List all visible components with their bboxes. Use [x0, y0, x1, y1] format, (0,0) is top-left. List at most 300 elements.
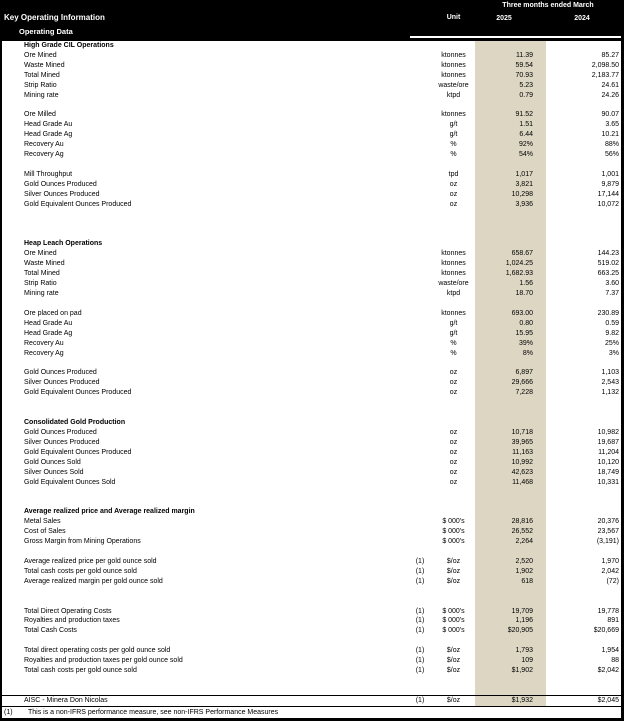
row-label — [2, 299, 408, 309]
row-unit — [432, 497, 475, 507]
row-label: Consolidated Gold Production — [24, 419, 126, 427]
table-row — [2, 517, 621, 527]
column-header-2024: 2024 — [574, 15, 590, 22]
section-row — [2, 418, 621, 428]
row-value-2025: $1,932 — [475, 696, 546, 706]
row-value-2025: 1,682.93 — [475, 269, 546, 279]
row-value-2025: 618 — [475, 577, 546, 587]
row-note — [408, 329, 432, 339]
row-unit — [432, 487, 475, 497]
blank-row — [2, 686, 621, 696]
table-row — [2, 626, 621, 636]
row-note — [408, 279, 432, 289]
row-label — [2, 686, 408, 695]
row-value-2025 — [475, 487, 546, 497]
row-note — [408, 239, 432, 249]
section-row — [2, 507, 621, 517]
row-unit: $ 000's — [442, 518, 465, 526]
row-note — [408, 180, 432, 190]
table-row — [2, 527, 621, 537]
row-value-2024: 1,001 — [601, 170, 619, 178]
table-row — [2, 110, 621, 120]
row-value-2025: 11,163 — [475, 448, 546, 458]
row-value-2025 — [475, 101, 546, 111]
table-row — [2, 329, 621, 339]
row-value-2025: 1.56 — [475, 279, 546, 289]
row-note — [408, 537, 432, 547]
row-value-2024: 2,183.77 — [591, 71, 619, 79]
row-note — [408, 319, 432, 329]
row-label — [2, 547, 408, 557]
row-label: Strip Ratio — [24, 280, 57, 288]
row-note — [408, 91, 432, 101]
row-value-2024: 7.37 — [605, 290, 619, 298]
row-note: (1) — [415, 657, 425, 665]
table-row — [2, 180, 621, 190]
row-label: Silver Ounces Sold — [24, 468, 84, 476]
row-value-2025: 1,024.25 — [475, 259, 546, 269]
row-value-2024: 19,687 — [597, 438, 619, 446]
row-value-2024: 663.25 — [597, 270, 619, 278]
row-value-2025 — [475, 547, 546, 557]
table-body — [2, 41, 621, 706]
row-unit — [432, 507, 475, 517]
row-value-2025: 2,264 — [475, 537, 546, 547]
row-note — [408, 210, 432, 220]
row-note: (1) — [415, 607, 425, 615]
row-unit: oz — [449, 190, 458, 198]
row-unit: $/oz — [446, 557, 461, 565]
row-note — [408, 249, 432, 259]
row-label: Ore Mined — [24, 250, 57, 258]
row-note — [408, 339, 432, 349]
row-value-2025: 693.00 — [475, 309, 546, 319]
row-note — [408, 81, 432, 91]
table-row — [2, 91, 621, 101]
table-row — [2, 190, 621, 200]
row-value-2025: 5.23 — [475, 81, 546, 91]
row-label: Gold Ounces Produced — [24, 180, 97, 188]
row-value-2025: 54% — [475, 150, 546, 160]
row-value-2024: 19,778 — [597, 607, 619, 615]
row-unit: $/oz — [446, 667, 461, 675]
row-unit: ktonnes — [441, 309, 466, 317]
row-value-2024: 10.21 — [601, 131, 619, 139]
row-value-2025: 3,821 — [475, 180, 546, 190]
row-note — [408, 170, 432, 180]
row-note: (1) — [415, 567, 425, 575]
period-label: Three months ended March — [502, 2, 594, 9]
row-note — [408, 101, 432, 111]
row-value-2024 — [546, 160, 621, 170]
row-unit: $/oz — [446, 696, 461, 704]
row-unit: ktpd — [446, 91, 461, 99]
table-row — [2, 140, 621, 150]
row-note — [408, 71, 432, 81]
row-value-2024: $20,669 — [593, 627, 619, 635]
row-unit: ktonnes — [441, 71, 466, 79]
row-note — [408, 150, 432, 160]
row-value-2025: 8% — [475, 349, 546, 359]
row-value-2024: 56% — [604, 151, 619, 159]
table-row — [2, 448, 621, 458]
blank-row — [2, 408, 621, 418]
row-value-2025 — [475, 418, 546, 428]
table-row — [2, 51, 621, 61]
row-label: Head Grade Au — [24, 121, 73, 129]
row-label — [2, 359, 408, 369]
row-note — [408, 120, 432, 130]
row-label: High Grade CIL Operations — [24, 42, 114, 49]
row-note — [408, 349, 432, 359]
table-row — [2, 478, 621, 488]
row-value-2024 — [546, 299, 621, 309]
row-label: Mill Throughput — [24, 170, 73, 178]
table-row — [2, 150, 621, 160]
row-value-2024 — [546, 676, 621, 686]
row-note — [408, 289, 432, 299]
row-value-2024: 144.23 — [597, 250, 619, 258]
row-value-2025: 26,552 — [475, 527, 546, 537]
row-note — [408, 676, 432, 686]
row-value-2025: 1,017 — [475, 170, 546, 180]
row-label: Total Direct Operating Costs — [24, 607, 112, 615]
row-value-2024 — [546, 408, 621, 418]
row-value-2024 — [546, 497, 621, 507]
row-value-2024: 18,749 — [597, 468, 619, 476]
row-value-2025: 39% — [475, 339, 546, 349]
table-row — [2, 120, 621, 130]
row-value-2024 — [546, 547, 621, 557]
row-value-2024: 25% — [604, 339, 619, 347]
footnote-bar — [2, 706, 621, 718]
row-value-2024: 519.02 — [597, 260, 619, 268]
row-note — [408, 408, 432, 418]
row-label — [2, 636, 408, 646]
row-value-2025: 11,468 — [475, 478, 546, 488]
table-row — [2, 249, 621, 259]
row-note — [408, 41, 432, 51]
table-row — [2, 438, 621, 448]
row-value-2024: $2,045 — [597, 696, 619, 704]
row-label — [2, 220, 408, 230]
row-label: AISC - Minera Don Nicolas — [24, 696, 108, 704]
table-row — [2, 339, 621, 349]
blank-row — [2, 487, 621, 497]
row-value-2024: 9,879 — [601, 180, 619, 188]
table-row — [2, 309, 621, 319]
row-label: Head Grade Ag — [24, 131, 73, 139]
row-value-2024 — [546, 210, 621, 220]
row-note — [408, 230, 432, 240]
row-value-2025: $1,902 — [475, 666, 546, 676]
table-row — [2, 319, 621, 329]
row-value-2025 — [475, 239, 546, 249]
row-unit — [432, 676, 475, 686]
row-value-2024 — [546, 41, 621, 51]
row-value-2025: 59.54 — [475, 61, 546, 71]
row-unit: $ 000's — [442, 617, 465, 625]
table-row — [2, 368, 621, 378]
row-value-2025 — [475, 41, 546, 51]
row-unit — [432, 220, 475, 230]
blank-row — [2, 636, 621, 646]
blank-row — [2, 101, 621, 111]
row-unit: oz — [449, 468, 458, 476]
section-row — [2, 41, 621, 51]
row-label — [2, 497, 408, 507]
row-label: Strip Ratio — [24, 81, 57, 89]
row-unit: $ 000's — [442, 627, 465, 635]
row-note — [408, 517, 432, 527]
row-value-2024: 17,144 — [597, 190, 619, 198]
row-value-2024: 90.07 — [601, 111, 619, 119]
row-value-2025: 0.79 — [475, 91, 546, 101]
row-unit: $/oz — [446, 567, 461, 575]
table-row — [2, 259, 621, 269]
row-note: (1) — [415, 617, 425, 625]
row-label: Royalties and production taxes per gold ounce sold — [24, 657, 183, 665]
row-label — [2, 597, 408, 607]
row-value-2024 — [546, 686, 621, 695]
row-unit — [432, 101, 475, 111]
row-value-2024 — [546, 359, 621, 369]
table-header — [2, 0, 621, 41]
row-value-2024: 10,982 — [597, 428, 619, 436]
row-value-2024: 1,103 — [601, 369, 619, 377]
row-unit: $ 000's — [442, 528, 465, 536]
row-value-2024: (3,191) — [596, 538, 619, 546]
row-value-2025 — [475, 507, 546, 517]
row-note — [408, 398, 432, 408]
row-unit: oz — [449, 180, 458, 188]
row-label: Total direct operating costs per gold ounce sold — [24, 647, 171, 655]
table-row — [2, 616, 621, 626]
row-unit: ktpd — [446, 290, 461, 298]
row-label — [2, 487, 408, 497]
row-value-2025 — [475, 497, 546, 507]
row-unit: oz — [449, 448, 458, 456]
row-value-2024 — [546, 587, 621, 597]
row-label: Gold Ounces Produced — [24, 428, 97, 436]
row-label — [2, 398, 408, 408]
row-unit: oz — [449, 458, 458, 466]
row-value-2025 — [475, 676, 546, 686]
row-value-2024: 2,098.50 — [591, 61, 619, 69]
row-label: Silver Ounces Produced — [24, 379, 100, 387]
row-note — [408, 547, 432, 557]
row-value-2025: 6,897 — [475, 368, 546, 378]
row-unit — [432, 587, 475, 597]
row-note — [408, 378, 432, 388]
row-value-2025: 109 — [475, 656, 546, 666]
blank-row — [2, 220, 621, 230]
row-label: Waste Mined — [24, 61, 65, 69]
operating-data-heading: Operating Data — [19, 27, 73, 36]
row-value-2024: 11,204 — [598, 448, 619, 456]
row-unit: waste/ore — [438, 280, 469, 288]
row-value-2025 — [475, 597, 546, 607]
row-note — [408, 220, 432, 230]
row-label — [2, 160, 408, 170]
row-value-2025: 0.80 — [475, 319, 546, 329]
row-value-2024: 891 — [607, 617, 619, 625]
row-note — [408, 527, 432, 537]
row-value-2025: 11.39 — [475, 51, 546, 61]
row-unit — [432, 636, 475, 646]
row-label: Royalties and production taxes — [24, 617, 120, 625]
row-unit: oz — [449, 379, 458, 387]
row-value-2024 — [546, 507, 621, 517]
table-row — [2, 666, 621, 676]
row-value-2024: 1,970 — [601, 557, 619, 565]
row-note: (1) — [415, 627, 425, 635]
row-value-2025: $20,905 — [475, 626, 546, 636]
row-label: Silver Ounces Produced — [24, 190, 100, 198]
row-note — [408, 468, 432, 478]
table-row — [2, 537, 621, 547]
row-note — [408, 587, 432, 597]
row-label: Cost of Sales — [24, 528, 66, 536]
row-value-2024: 10,072 — [597, 200, 619, 208]
row-note: (1) — [415, 557, 425, 565]
row-value-2024: 88 — [611, 657, 619, 665]
row-value-2025 — [475, 210, 546, 220]
row-unit — [432, 210, 475, 220]
row-value-2025: 91.52 — [475, 110, 546, 120]
row-label: Ore Milled — [24, 111, 56, 119]
row-label: Gold Equivalent Ounces Sold — [24, 478, 116, 486]
row-label: Waste Mined — [24, 260, 65, 268]
row-value-2025: 42,623 — [475, 468, 546, 478]
table-row — [2, 269, 621, 279]
row-note — [408, 448, 432, 458]
row-unit — [432, 230, 475, 240]
row-value-2025: 92% — [475, 140, 546, 150]
blank-row — [2, 547, 621, 557]
row-unit: oz — [449, 428, 458, 436]
row-note — [408, 497, 432, 507]
row-label — [2, 210, 408, 220]
row-note: (1) — [415, 696, 425, 704]
table-row — [2, 567, 621, 577]
row-value-2025 — [475, 359, 546, 369]
row-unit: oz — [449, 369, 458, 377]
row-value-2025: 28,816 — [475, 517, 546, 527]
row-note — [408, 458, 432, 468]
row-value-2024 — [546, 487, 621, 497]
row-value-2025: 70.93 — [475, 71, 546, 81]
row-value-2024: 23,567 — [597, 528, 619, 536]
row-value-2024: 230.89 — [597, 309, 619, 317]
table-row — [2, 61, 621, 71]
row-value-2025: 1,196 — [475, 616, 546, 626]
row-unit: $/oz — [446, 657, 461, 665]
row-value-2024: 10,120 — [597, 458, 619, 466]
row-value-2024: 0.59 — [605, 319, 619, 327]
row-label: Gold Equivalent Ounces Produced — [24, 200, 132, 208]
row-label: Recovery Ag — [24, 151, 64, 159]
row-value-2024: 85.27 — [601, 51, 619, 59]
row-value-2024: 2,042 — [601, 567, 619, 575]
row-value-2025 — [475, 408, 546, 418]
row-note — [408, 359, 432, 369]
row-label: Total cash costs per gold ounce sold — [24, 667, 137, 675]
row-note — [408, 110, 432, 120]
row-label: Gold Ounces Sold — [24, 458, 81, 466]
row-note — [408, 418, 432, 428]
row-note — [408, 190, 432, 200]
row-label — [2, 230, 408, 240]
row-label: Heap Leach Operations — [24, 240, 103, 248]
row-unit: ktonnes — [441, 111, 466, 119]
row-value-2025: 19,709 — [475, 607, 546, 617]
table-row — [2, 200, 621, 210]
row-unit — [432, 359, 475, 369]
table-row — [2, 577, 621, 587]
table-row — [2, 696, 621, 706]
row-label: Silver Ounces Produced — [24, 438, 100, 446]
row-value-2025: 1,902 — [475, 567, 546, 577]
row-note — [408, 686, 432, 695]
row-note — [408, 428, 432, 438]
row-note — [408, 636, 432, 646]
row-value-2025: 15.95 — [475, 329, 546, 339]
table-row — [2, 388, 621, 398]
row-label — [2, 676, 408, 686]
row-note — [408, 61, 432, 71]
row-value-2024 — [546, 239, 621, 249]
row-note — [408, 269, 432, 279]
table-row — [2, 378, 621, 388]
row-note — [408, 200, 432, 210]
row-unit — [432, 160, 475, 170]
row-label — [2, 587, 408, 597]
column-header-2025: 2025 — [496, 15, 512, 22]
row-unit: g/t — [449, 131, 458, 139]
row-value-2024: 9.82 — [605, 329, 619, 337]
row-value-2025: 29,666 — [475, 378, 546, 388]
row-value-2024 — [546, 220, 621, 230]
row-unit: g/t — [449, 121, 458, 129]
blank-row — [2, 210, 621, 220]
row-unit: ktonnes — [441, 51, 466, 59]
row-label: Recovery Au — [24, 339, 64, 347]
row-unit — [432, 597, 475, 607]
row-value-2024: $2,042 — [597, 667, 619, 675]
row-label: Ore placed on pad — [24, 309, 82, 317]
section-row — [2, 239, 621, 249]
row-value-2025: 6.44 — [475, 130, 546, 140]
table-row — [2, 468, 621, 478]
row-note — [408, 438, 432, 448]
row-value-2025: 10,298 — [475, 190, 546, 200]
row-note: (1) — [415, 667, 425, 675]
row-note — [408, 478, 432, 488]
row-unit — [432, 41, 475, 51]
blank-row — [2, 359, 621, 369]
row-label: Average realized margin per gold ounce sold — [24, 577, 163, 585]
row-note — [408, 388, 432, 398]
row-value-2025: 658.67 — [475, 249, 546, 259]
row-value-2024: (72) — [606, 577, 619, 585]
blank-row — [2, 398, 621, 408]
blank-row — [2, 676, 621, 686]
row-unit: $/oz — [446, 577, 461, 585]
row-note — [408, 309, 432, 319]
table-row — [2, 656, 621, 666]
row-value-2025: 10,992 — [475, 458, 546, 468]
